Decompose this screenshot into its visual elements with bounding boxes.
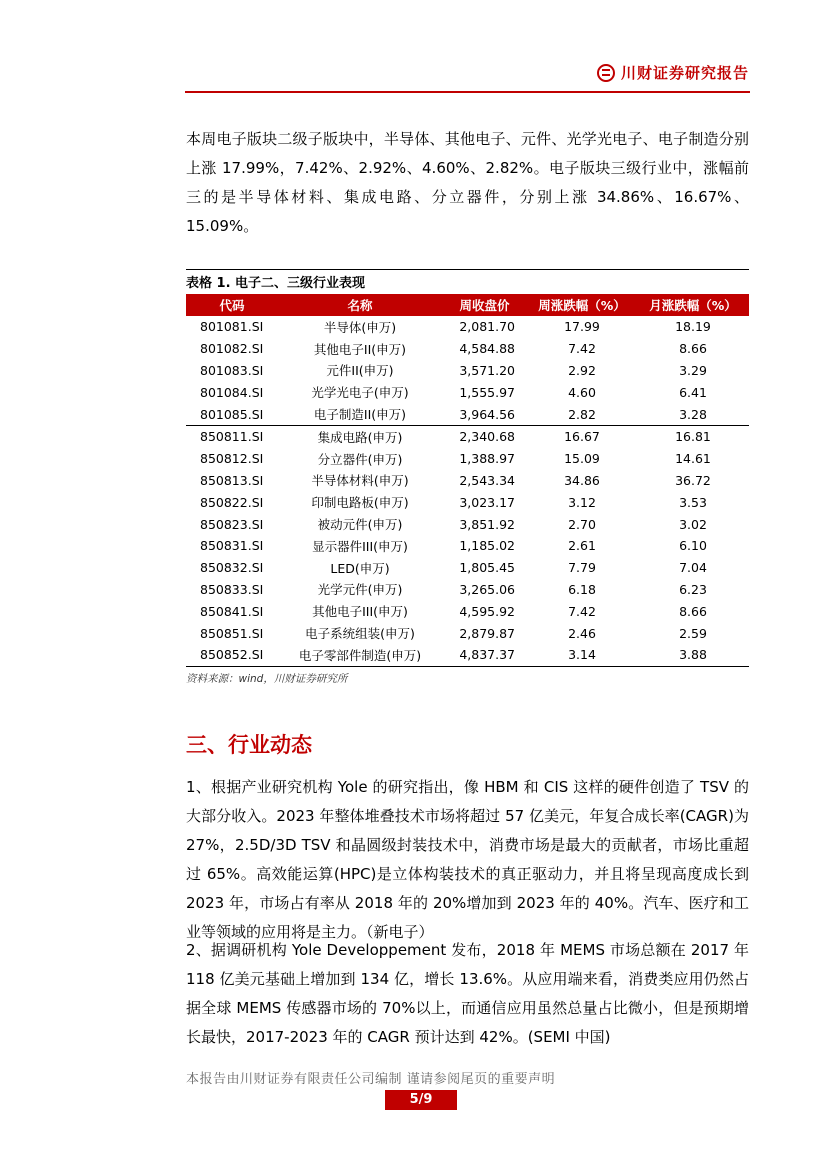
weekly-change: 2.70 (568, 516, 596, 532)
industry-name: 显示器件III(申万) (312, 538, 408, 554)
table-header-row (186, 294, 749, 316)
weekly-close: 1,555.97 (459, 384, 515, 400)
industry-code: 801085.SI (200, 406, 264, 422)
weekly-close: 3,265.06 (459, 581, 515, 597)
monthly-change: 6.10 (679, 538, 707, 554)
industry-name: 电子零部件制造(申万) (278, 644, 442, 666)
table-row (186, 491, 749, 513)
weekly-change: 2.92 (568, 362, 596, 378)
table-row (186, 622, 749, 644)
industry-code: 850841.SI (200, 603, 264, 619)
industry-name: LED(申万) (330, 560, 390, 576)
weekly-close: 4,584.88 (459, 341, 515, 357)
table-row (186, 338, 749, 360)
industry-code: 850812.SI (200, 451, 264, 467)
table-row (186, 513, 749, 535)
industry-code: 850822.SI (200, 494, 264, 510)
table-row (186, 579, 749, 601)
column-header: 代码 (186, 294, 278, 316)
weekly-close: 2,081.70 (459, 319, 515, 335)
weekly-change: 2.82 (568, 406, 596, 422)
industry-code: 801081.SI (200, 319, 264, 335)
weekly-close: 2,340.68 (442, 425, 527, 447)
weekly-close: 4,837.37 (442, 644, 527, 666)
industry-code: 850831.SI (200, 538, 264, 554)
weekly-close: 4,595.92 (459, 603, 515, 619)
table-row (186, 403, 749, 425)
weekly-change: 2.61 (568, 538, 596, 554)
weekly-change: 17.99 (564, 319, 600, 335)
section-title: 三、行业动态 (186, 733, 312, 757)
industry-performance-table (186, 294, 749, 667)
header-title: 川财证券研究报告 (620, 64, 749, 82)
table-row (186, 557, 749, 579)
weekly-change: 7.42 (568, 603, 596, 619)
industry-name: 电子系统组装(申万) (305, 626, 415, 642)
weekly-close: 3,964.56 (459, 406, 515, 422)
monthly-change: 8.66 (679, 341, 707, 357)
weekly-close: 1,805.45 (459, 560, 515, 576)
footer-disclaimer: 本报告由川财证券有限责任公司编制 谨请参阅尾页的重要声明 (186, 1072, 556, 1087)
weekly-change: 15.09 (564, 451, 600, 467)
industry-name: 其他电子III(申万) (312, 604, 408, 620)
table-row (186, 644, 749, 666)
industry-name: 印制电路板(申万) (311, 495, 409, 511)
industry-code: 801083.SI (200, 362, 264, 378)
weekly-change: 3.12 (568, 494, 596, 510)
monthly-change: 18.19 (675, 319, 711, 335)
header-divider (185, 91, 750, 93)
table-row (186, 381, 749, 403)
industry-name: 半导体材料(申万) (311, 473, 409, 489)
report-header (597, 62, 749, 83)
industry-code: 850851.SI (200, 625, 264, 641)
industry-code: 801084.SI (200, 384, 264, 400)
weekly-change: 6.18 (568, 581, 596, 597)
monthly-change: 6.23 (679, 581, 707, 597)
table-row (186, 600, 749, 622)
table-top-rule (186, 269, 749, 270)
weekly-change: 4.60 (568, 384, 596, 400)
industry-code: 850813.SI (200, 472, 264, 488)
industry-code: 850811.SI (186, 425, 278, 447)
weekly-change: 16.67 (527, 425, 637, 447)
industry-code: 850833.SI (200, 581, 264, 597)
industry-name: 其他电子II(申万) (313, 341, 407, 357)
monthly-change: 14.61 (675, 451, 711, 467)
industry-name: 元件II(申万) (326, 363, 394, 379)
industry-name: 集成电路(申万) (278, 425, 442, 447)
monthly-change: 6.41 (679, 384, 707, 400)
news-paragraph-1: 1、根据产业研究机构 Yole 的研究指出，像 HBM 和 CIS 这样的硬件创造了 TSV 的大部分收入。2023 年整体堆叠技术市场将超过 57 亿美元，年复合成长率(CAGR)为 27%，2.5D/3D TSV 和晶圆级封装技术中，消费市场是最大的贡献者，市场比重超过 65%。高效能运算(HPC)是立体构装技术的真正驱动力，并且将呈现高度成长到 2023 年，市场占有率从 2018 年的 20%增加到 2023 年的 40%。汽车、医疗和工业等领域的应用将是主力。（新电子） (186, 778, 749, 941)
weekly-close: 1,185.02 (459, 538, 515, 554)
column-header: 周涨跌幅（%） (527, 294, 637, 316)
monthly-change: 3.28 (679, 406, 707, 422)
weekly-change: 3.14 (527, 644, 637, 666)
table-row (186, 535, 749, 557)
table-row (186, 360, 749, 382)
intro-paragraph: 本周电子版块二级子版块中，半导体、其他电子、元件、光学光电子、电子制造分别上涨 17.99%，7.42%、2.92%、4.60%、2.82%。电子版块三级行业中，涨幅前三的是半导体材料、集成电路、分立器件，分别上涨 34.86%、16.67%、15.09%。 (186, 130, 749, 235)
table-source: 资料来源：wind，川财证券研究所 (186, 673, 348, 685)
monthly-change: 3.02 (679, 516, 707, 532)
industry-name: 光学光电子(申万) (311, 385, 409, 401)
industry-name: 电子制造II(申万) (313, 407, 407, 423)
weekly-close: 2,543.34 (459, 472, 515, 488)
weekly-close: 3,851.92 (459, 516, 515, 532)
monthly-change: 8.66 (679, 603, 707, 619)
weekly-close: 3,571.20 (459, 362, 515, 378)
table-row (186, 470, 749, 492)
industry-name: 分立器件(申万) (317, 451, 403, 467)
weekly-change: 2.46 (568, 625, 596, 641)
monthly-change: 3.29 (679, 362, 707, 378)
monthly-change: 3.88 (637, 644, 749, 666)
monthly-change: 7.04 (679, 560, 707, 576)
monthly-change: 3.53 (679, 494, 707, 510)
industry-name: 光学元件(申万) (317, 582, 403, 598)
monthly-change: 2.59 (679, 625, 707, 641)
industry-code: 801082.SI (200, 341, 264, 357)
monthly-change: 36.72 (675, 472, 711, 488)
industry-name: 被动元件(申万) (317, 517, 403, 533)
logo-icon (597, 64, 615, 82)
weekly-close: 2,879.87 (459, 625, 515, 641)
industry-code: 850823.SI (200, 516, 264, 532)
table-row (186, 316, 749, 338)
column-header: 周收盘价 (442, 294, 527, 316)
monthly-change: 16.81 (637, 425, 749, 447)
page-number: 5/9 (385, 1090, 457, 1110)
table-row (186, 448, 749, 470)
column-header: 名称 (278, 294, 442, 316)
industry-name: 半导体(申万) (323, 319, 397, 335)
industry-code: 850852.SI (186, 644, 278, 666)
news-paragraph-2: 2、据调研机构 Yole Developpement 发布，2018 年 MEMS 市场总额在 2017 年 118 亿美元基础上增加到 134 亿，增长 13.6%。从应用端来看，消费类应用仍然占据全球 MEMS 传感器市场的 70%以上，而通信应用虽然总量占比微小，但是预期增长最快，2017-2023 年的 CAGR 预计达到 42%。(SEMI 中国) (186, 941, 749, 1046)
weekly-change: 34.86 (564, 472, 600, 488)
column-header: 月涨跌幅（%） (637, 294, 749, 316)
table-row (186, 425, 749, 447)
weekly-close: 3,023.17 (459, 494, 515, 510)
table-caption: 表格 1. 电子二、三级行业表现 (186, 276, 366, 291)
weekly-change: 7.79 (568, 560, 596, 576)
weekly-change: 7.42 (568, 341, 596, 357)
industry-code: 850832.SI (200, 560, 264, 576)
weekly-close: 1,388.97 (459, 451, 515, 467)
